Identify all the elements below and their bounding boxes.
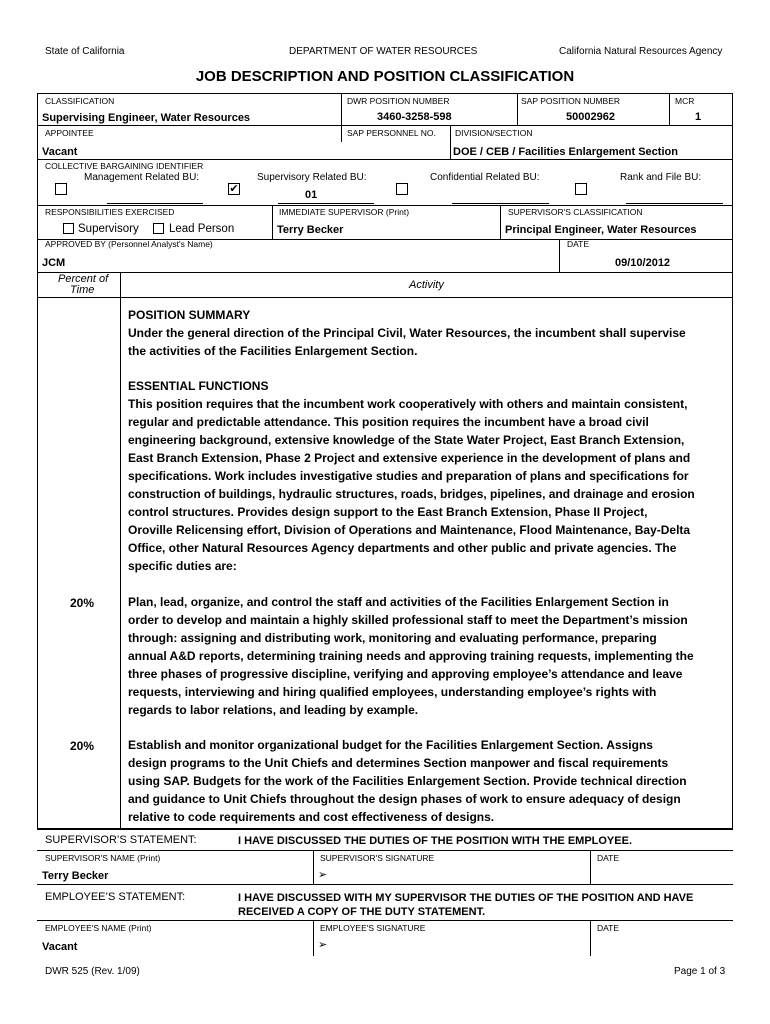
essential-functions-title: ESSENTIAL FUNCTIONS <box>128 379 269 393</box>
management-bu-checkbox[interactable] <box>55 183 67 195</box>
duty2-percent: 20% <box>69 739 95 753</box>
supervisor-name-value[interactable]: Terry Becker <box>42 870 109 882</box>
supervisory-bu-value[interactable]: 01 <box>305 189 318 201</box>
supervisor-classification-label: SUPERVISOR'S CLASSIFICATION <box>508 207 643 217</box>
employee-statement-line: RECEIVED A COPY OF THE DUTY STATEMENT. <box>238 906 486 918</box>
duty1-line: regards to labor relations, and leading by example. <box>128 703 419 717</box>
responsibilities-label: RESPONSIBILITIES EXERCISED <box>45 207 175 217</box>
appointee-value[interactable]: Vacant <box>42 146 78 158</box>
supervisory-bu-label: Supervisory Related BU: <box>257 172 367 183</box>
supervisor-signature-arrow-icon[interactable]: ➢ <box>318 869 328 881</box>
employee-statement-line: I HAVE DISCUSSED WITH MY SUPERVISOR THE DUTIES OF THE POSITION AND HAVE <box>238 892 694 904</box>
essential-line: specific duties are: <box>128 559 237 573</box>
essential-line: This position requires that the incumbent work cooperatively with others and maintain consistent, <box>128 397 688 411</box>
essential-line: Oroville Relicensing effort, Division of Operations and Maintenance, Flood Maintenance, Bay-Delta <box>128 523 691 537</box>
sap-position-label: SAP POSITION NUMBER <box>521 96 621 106</box>
division-value[interactable]: DOE / CEB / Facilities Enlargement Section <box>453 146 678 158</box>
essential-line: East Branch Extension, Phase 2 Project and extensive experience in the development of plans and <box>128 451 691 465</box>
activity-label: Activity <box>409 279 444 291</box>
classification-value[interactable]: Supervising Engineer, Water Resources <box>42 112 251 124</box>
supervisor-signature-label: SUPERVISOR'S SIGNATURE <box>320 853 435 863</box>
approved-by-label: APPROVED BY (Personnel Analyst's Name) <box>45 239 213 249</box>
dwr-position-label: DWR POSITION NUMBER <box>347 96 450 106</box>
immediate-supervisor-value[interactable]: Terry Becker <box>277 224 344 236</box>
header-department: DEPARTMENT OF WATER RESOURCES <box>289 46 478 57</box>
form-number: DWR 525 (Rev. 1/09) <box>45 966 140 977</box>
form-title: JOB DESCRIPTION AND POSITION CLASSIFICATION <box>195 68 575 85</box>
essential-line: regular and predictable attendance. This position requires the incumbent have a broad civil <box>128 415 649 429</box>
summary-line: the activities of the Facilities Enlargement Section. <box>128 344 418 358</box>
supervisor-name-label: SUPERVISOR'S NAME (Print) <box>45 853 161 863</box>
duty1-line: requests, interviewing and hiring qualified employees, understanding employee’s rights with <box>128 685 657 699</box>
employee-signature-label: EMPLOYEE'S SIGNATURE <box>320 923 426 933</box>
mcr-label: MCR <box>675 96 695 106</box>
duty1-line: order to develop and maintain a highly skilled professional staff to meet the Department’s mission <box>128 613 688 627</box>
duty1-line: three phases of progressive discipline, verifying and approving employee’s attendance and leave <box>128 667 683 681</box>
header-agency: California Natural Resources Agency <box>559 46 723 57</box>
duty2-line: and guidance to Unit Chiefs throughout the design phases of work to ensure adequacy of design <box>128 792 681 806</box>
sap-personnel-label: SAP PERSONNEL NO. <box>347 128 436 138</box>
duty1-line: Plan, lead, organize, and control the staff and activities of the Facilities Enlargement Section in <box>128 595 669 609</box>
supervisory-option-label: Supervisory <box>78 223 139 235</box>
lead-person-checkbox[interactable] <box>153 223 164 234</box>
duty1-line: annual A&D reports, determining training needs and approving training requests, implementing the <box>128 649 694 663</box>
approved-by-value[interactable]: JCM <box>42 257 66 269</box>
summary-line: Under the general direction of the Principal Civil, Water Resources, the incumbent shall supervise <box>128 326 686 340</box>
employee-date-label: DATE <box>597 923 620 933</box>
appointee-label: APPOINTEE <box>45 128 94 138</box>
duty2-line: relative to code requirements and cost effectiveness of designs. <box>128 810 495 824</box>
dwr-position-value[interactable]: 3460-3258-598 <box>377 111 452 123</box>
position-summary-title: POSITION SUMMARY <box>128 308 251 322</box>
supervisory-checkbox[interactable] <box>63 223 74 234</box>
essential-line: construction of buildings, hydraulic structures, roads, bridges, pipelines, and drainage and erosion <box>128 487 695 501</box>
confidential-bu-checkbox[interactable] <box>396 183 408 195</box>
approved-date-label: DATE <box>567 239 590 249</box>
rank-file-bu-label: Rank and File BU: <box>620 172 702 183</box>
supervisor-statement-label: SUPERVISOR’S STATEMENT: <box>45 834 197 846</box>
supervisor-classification-value[interactable]: Principal Engineer, Water Resources <box>505 224 697 236</box>
essential-line: engineering background, extensive knowledge of the State Water Project, East Branch Extension, <box>128 433 685 447</box>
supervisory-bu-checkbox[interactable]: ✔ <box>229 183 239 195</box>
employee-statement-label: EMPLOYEE’S STATEMENT: <box>45 891 186 903</box>
duty2-line: Establish and monitor organizational budget for the Facilities Enlargement Section. Assigns <box>128 738 653 752</box>
employee-name-label: EMPLOYEE'S NAME (Print) <box>45 923 152 933</box>
essential-line: control structures. Provides design support to the East Branch Extension, Phase II Project, <box>128 505 648 519</box>
immediate-supervisor-label: IMMEDIATE SUPERVISOR (Print) <box>279 207 410 217</box>
management-bu-label: Management Related BU: <box>84 172 200 183</box>
sap-position-value[interactable]: 50002962 <box>566 111 615 123</box>
confidential-bu-label: Confidential Related BU: <box>430 172 540 183</box>
header-state: State of California <box>45 46 125 57</box>
duty1-percent: 20% <box>69 596 95 610</box>
lead-person-option-label: Lead Person <box>169 223 235 235</box>
time-label: Time <box>70 284 95 296</box>
percent-of-time-label: Percent of <box>58 273 109 285</box>
division-label: DIVISION/SECTION <box>455 128 533 138</box>
approved-date-value[interactable]: 09/10/2012 <box>615 257 671 269</box>
rank-file-bu-checkbox[interactable] <box>575 183 587 195</box>
supervisor-date-label: DATE <box>597 853 620 863</box>
page-number: Page 1 of 3 <box>674 966 726 977</box>
employee-signature-arrow-icon[interactable]: ➢ <box>318 939 328 951</box>
essential-line: specifications. Work includes investigative studies and preparation of plans and specifications for <box>128 469 689 483</box>
mcr-value[interactable]: 1 <box>695 111 702 123</box>
duty2-line: design programs to the Unit Chiefs and determines Section manpower and fiscal requirements <box>128 756 669 770</box>
duty1-line: through: assigning and distributing work, monitoring and evaluating performance, preparing <box>128 631 657 645</box>
duty2-line: using SAP. Budgets for the work of the Facilities Enlargement Section. Provide technical direction <box>128 774 687 788</box>
essential-line: Office, other Natural Resources Agency departments and other public and private agencies. The <box>128 541 677 555</box>
employee-name-value[interactable]: Vacant <box>42 941 78 953</box>
bargaining-label: COLLECTIVE BARGAINING IDENTIFIER <box>45 161 204 171</box>
supervisor-statement-text: I HAVE DISCUSSED THE DUTIES OF THE POSITION WITH THE EMPLOYEE. <box>238 835 632 847</box>
classification-label: CLASSIFICATION <box>45 96 115 106</box>
